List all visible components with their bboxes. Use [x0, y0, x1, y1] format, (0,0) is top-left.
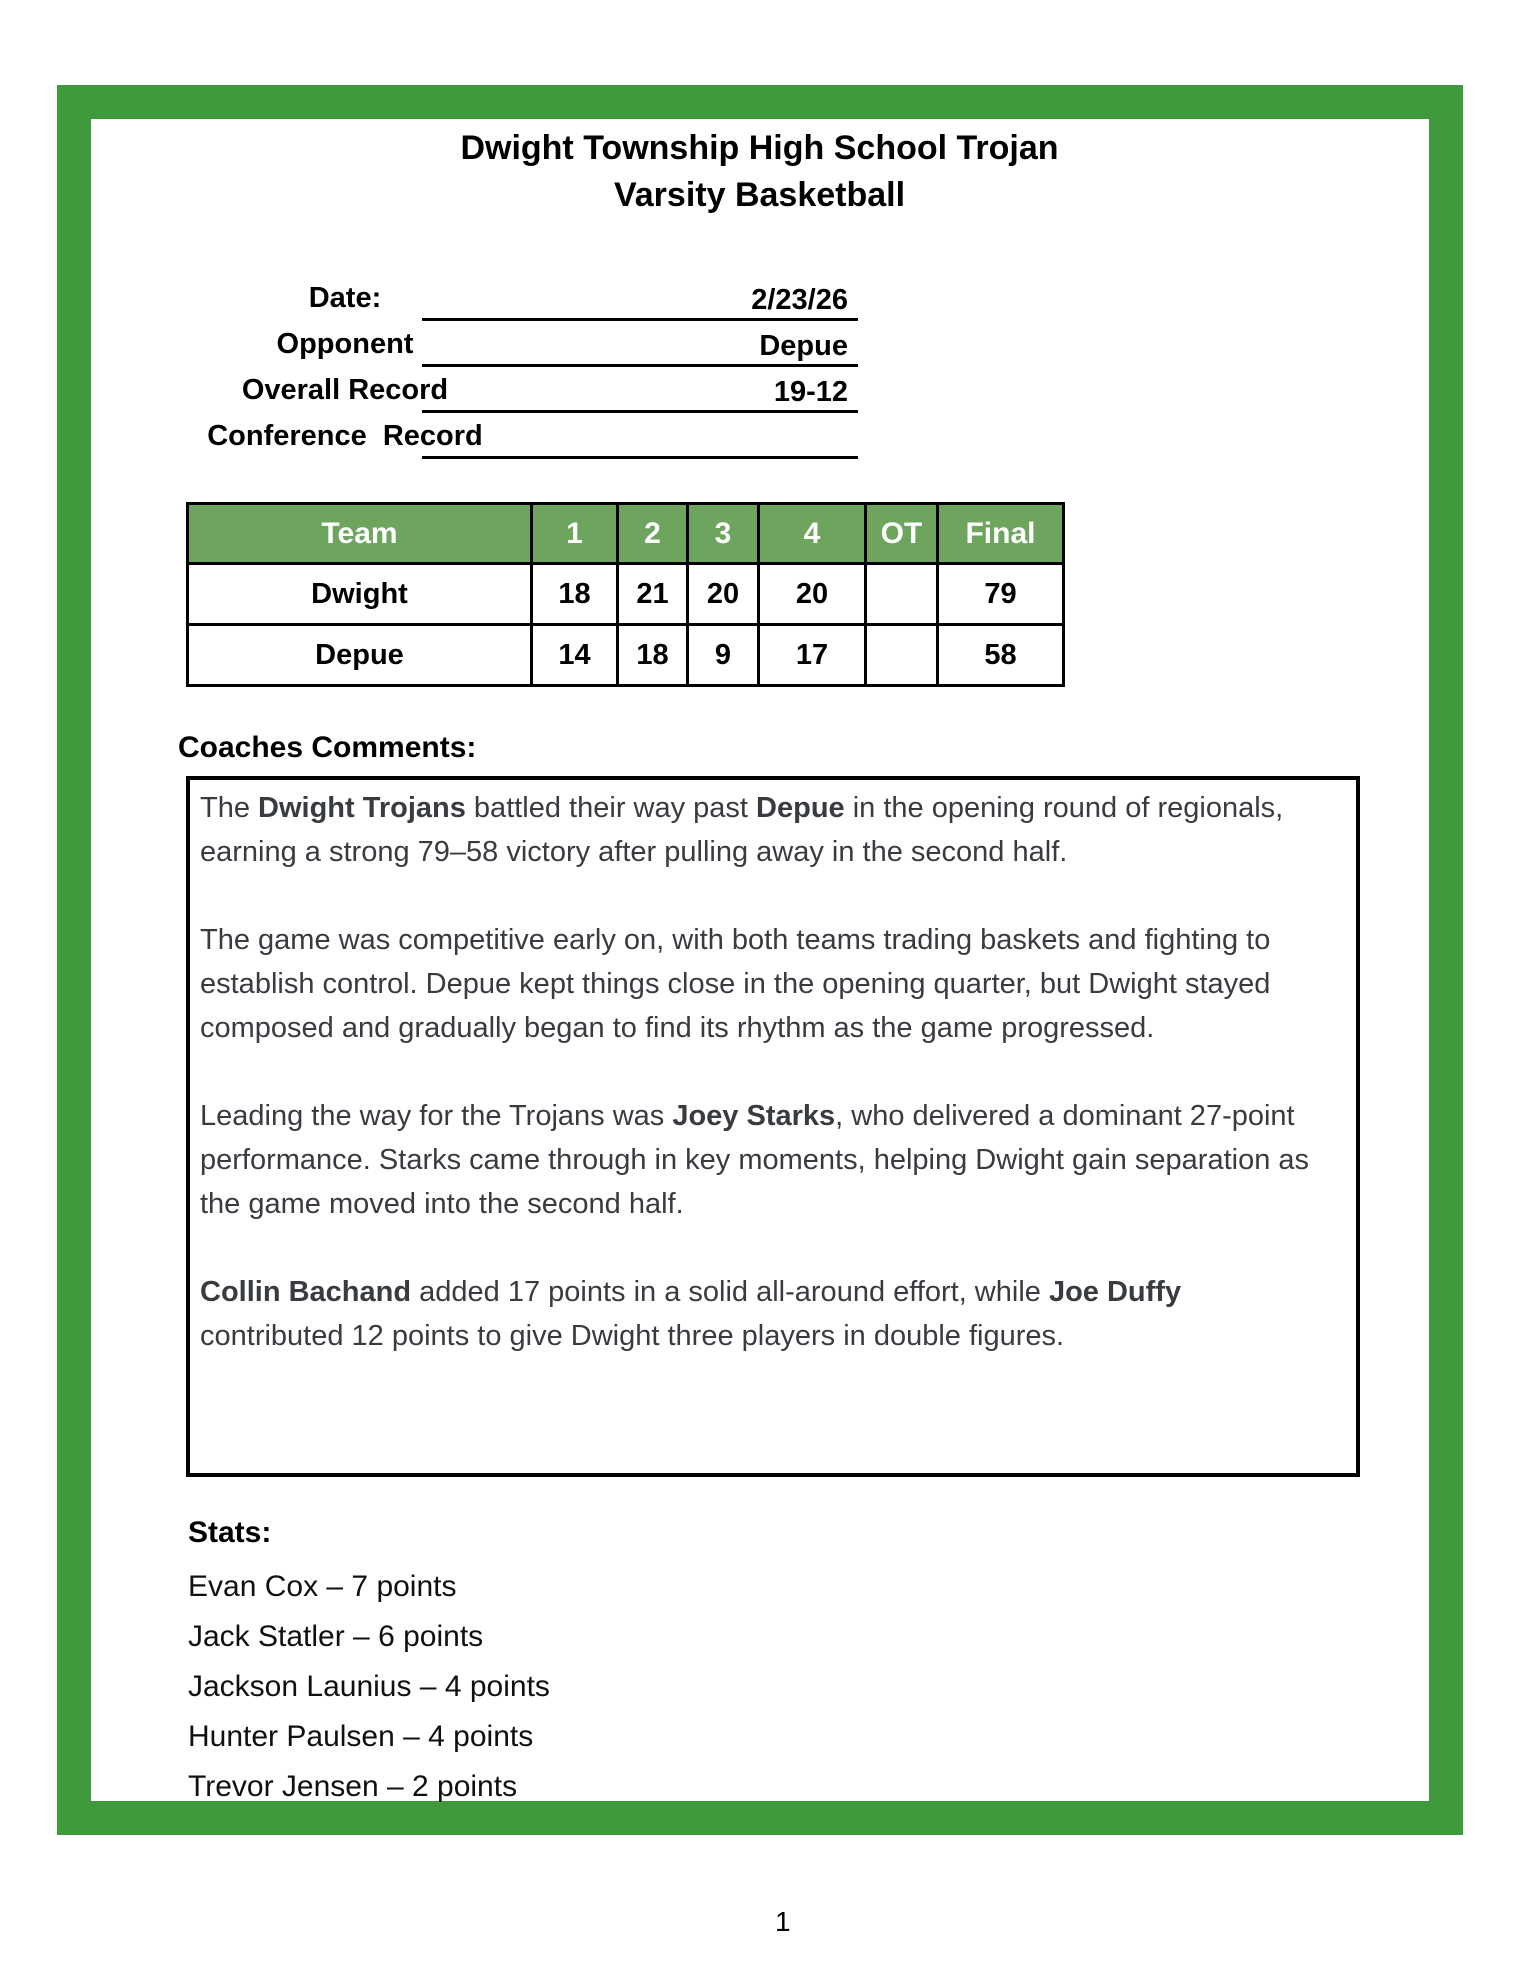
- stats-line: Trevor Jensen – 2 points: [188, 1770, 518, 1803]
- stats-heading: Stats:: [188, 1516, 272, 1549]
- comments-text: Leading the way for the Trojans was: [200, 1100, 673, 1132]
- field-label: Conference Record: [207, 420, 483, 452]
- field-row: [0, 275, 1519, 321]
- comments-paragraph: [200, 918, 1330, 1050]
- comments-bold-text: Joey Starks: [672, 1100, 836, 1132]
- comments-bold-text: Joe Duffy: [1048, 1276, 1182, 1308]
- score-table-cell: Depue: [188, 625, 532, 686]
- score-table-header-cell: 3: [688, 504, 759, 564]
- score-table-body: [188, 564, 1064, 686]
- comments-bold-text: Depue: [756, 792, 845, 824]
- comments-paragraph: [200, 1270, 1330, 1358]
- page-number: 1: [775, 1906, 791, 1937]
- score-table-header-cell: Final: [938, 504, 1064, 564]
- page-title-line2: Varsity Basketball: [613, 176, 906, 214]
- field-label: Date:: [308, 282, 382, 314]
- field-row: [0, 321, 1519, 367]
- stats-line: Hunter Paulsen – 4 points: [188, 1720, 534, 1753]
- comments-text: The: [200, 792, 259, 824]
- comments-text: in the opening round of regionals, earning a strong 79–58 victory after pulling away in the second half.: [200, 792, 1284, 868]
- comments-text: , who delivered a dominant 27-point performance. Starks came through in key moments, helping Dwight gain separation as the game moved into the second half.: [200, 1100, 1310, 1220]
- score-table-cell: 9: [688, 625, 759, 686]
- score-table-row: [188, 564, 1064, 625]
- field-value: [422, 413, 858, 459]
- score-table-cell: 58: [938, 625, 1064, 686]
- comments-bold-text: Dwight Trojans: [258, 792, 466, 824]
- score-table-cell: Dwight: [188, 564, 532, 625]
- comments-text: battled their way past: [465, 792, 757, 824]
- comments-paragraph: [200, 1094, 1330, 1226]
- page-title-line1: Dwight Township High School Trojan: [460, 129, 1059, 167]
- score-table-header-cell: OT: [866, 504, 938, 564]
- score-table-header-cell: 1: [532, 504, 618, 564]
- stats-list: [188, 1562, 1088, 1812]
- coaches-comments-box: [186, 776, 1360, 1477]
- comments-text: added 17 points in a solid all-around effort, while: [411, 1276, 1049, 1308]
- score-table-header: [188, 504, 1064, 564]
- comments-paragraph: [200, 786, 1330, 874]
- stats-line: Jack Statler – 6 points: [188, 1620, 484, 1653]
- field-value: 2/23/26: [422, 275, 858, 321]
- score-table-cell: [866, 564, 938, 625]
- score-table-cell: 20: [759, 564, 866, 625]
- field-row: [0, 367, 1519, 413]
- stats-line: Evan Cox – 7 points: [188, 1570, 457, 1603]
- coaches-comments-heading: Coaches Comments:: [178, 731, 477, 764]
- score-table-header-cell: 2: [618, 504, 688, 564]
- score-table-row: [188, 625, 1064, 686]
- comments-bold-text: Collin Bachand: [200, 1276, 412, 1308]
- stats-line: Jackson Launius – 4 points: [188, 1670, 550, 1703]
- score-table-cell: 20: [688, 564, 759, 625]
- score-table: [186, 502, 1065, 687]
- score-table-cell: 18: [618, 625, 688, 686]
- score-table-cell: 14: [532, 625, 618, 686]
- score-table-cell: [866, 625, 938, 686]
- score-table-cell: 21: [618, 564, 688, 625]
- field-row: [0, 413, 1519, 459]
- comments-text: contributed 12 points to give Dwight three players in double figures.: [200, 1320, 1065, 1352]
- field-label: Overall Record: [241, 374, 449, 406]
- score-table-cell: 79: [938, 564, 1064, 625]
- score-table-cell: 17: [759, 625, 866, 686]
- score-table-header-cell: 4: [759, 504, 866, 564]
- field-value: Depue: [422, 321, 858, 367]
- field-value: 19-12: [422, 367, 858, 413]
- score-table-cell: 18: [532, 564, 618, 625]
- comments-text: The game was competitive early on, with both teams trading baskets and fighting to establish control. Depue kept things close in the opening quarter, but Dwight stayed composed and gradually began to find its rhythm as the game progressed.: [200, 924, 1271, 1044]
- field-label: Opponent: [276, 328, 414, 360]
- score-table-header-cell: Team: [188, 504, 532, 564]
